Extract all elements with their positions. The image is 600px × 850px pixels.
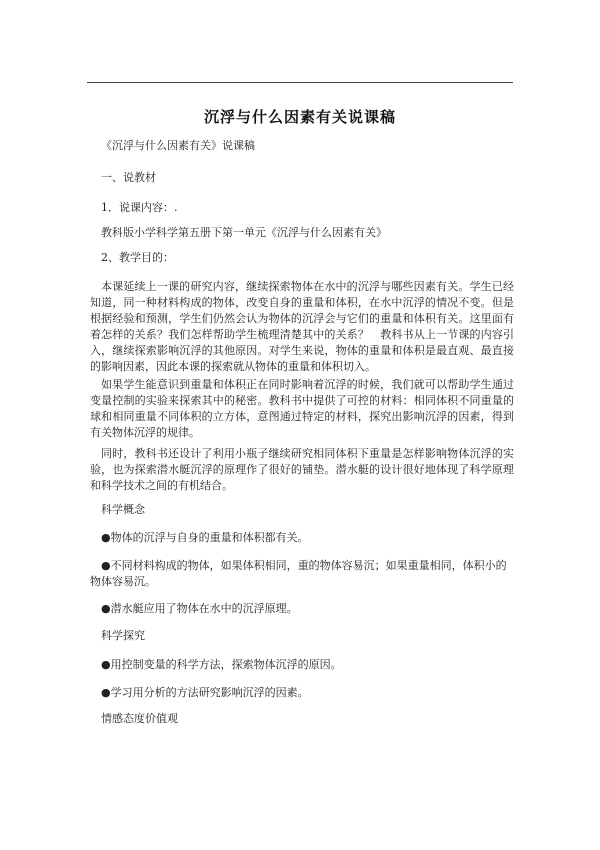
lesson-content-text: 教科版小学科学第五册下第一单元《沉浮与什么因素有关》 [101, 226, 387, 239]
heading-science-inquiry: 科学探究 [101, 629, 145, 642]
paragraph-intro: 本课延续上一课的研究内容，继续探索物体在水中的沉浮与哪些因素有关。学生已经知道，同一种材料构成的物体，改变自身的重量和体积，在水中沉浮的情况不变。但是根据经验和预测，学生们仍然会认为物体的沉浮会与它们的重量和体积有关。这里面有着怎样的关系？我们怎样帮助学生梳理清楚其中的关系？ 教科书从上一节课的内容引入，继续探索影响沉浮的其他原因。对学生来说，物体的重量和体积是最直观、最直接的影响因素，因此本课的探索就从物体的重量和体积切入。 [90, 280, 514, 373]
doc-subtitle: 《沉浮与什么因素有关》说课稿 [101, 139, 255, 152]
section-heading-textbook: 一、说教材 [101, 171, 156, 184]
heading-attitude: 情感态度价值观 [101, 712, 178, 725]
paragraph-submarine: 同时，教科书还设计了利用小瓶子继续研究相同体积下重量是怎样影响物体沉浮的实验，也为探索潜水艇沉浮的原理作了很好的铺垫。潜水艇的设计很好地体现了科学原理和科学技术之间的有机结合。 [90, 447, 514, 492]
heading-science-concept: 科学概念 [101, 503, 145, 516]
inquiry-item: ●学习用分析的方法研究影响沉浮的因素。 [101, 686, 309, 699]
paragraph-variables: 如果学生能意识到重量和体积正在同时影响着沉浮的时候，我们就可以帮助学生通过变量控制的实验来探索其中的秘密。教科书中提供了可控的材料：相同体积不同重量的球和相同重量不同体积的立方体，意图通过特定的材料，探究出影响沉浮的因素，得到有关物体沉浮的规律。 [90, 378, 514, 439]
item-teaching-purpose: 2、教学目的： [101, 251, 174, 264]
concept-item: ●物体的沉浮与自身的重量和体积都有关。 [101, 531, 309, 544]
item-lesson-content: 1．说课内容：. [101, 201, 178, 214]
inquiry-item: ●用控制变量的科学方法，探索物体沉浮的原因。 [101, 658, 342, 671]
page-title: 沉浮与什么因素有关说课稿 [203, 108, 396, 126]
concept-item: ●潜水艇应用了物体在水中的沉浮原理。 [101, 602, 298, 615]
header-rule [87, 82, 513, 83]
concept-item: ●不同材料构成的物体，如果体积相同，重的物体容易沉；如果重量相同，体积小的物体容易沉。 [90, 559, 507, 588]
